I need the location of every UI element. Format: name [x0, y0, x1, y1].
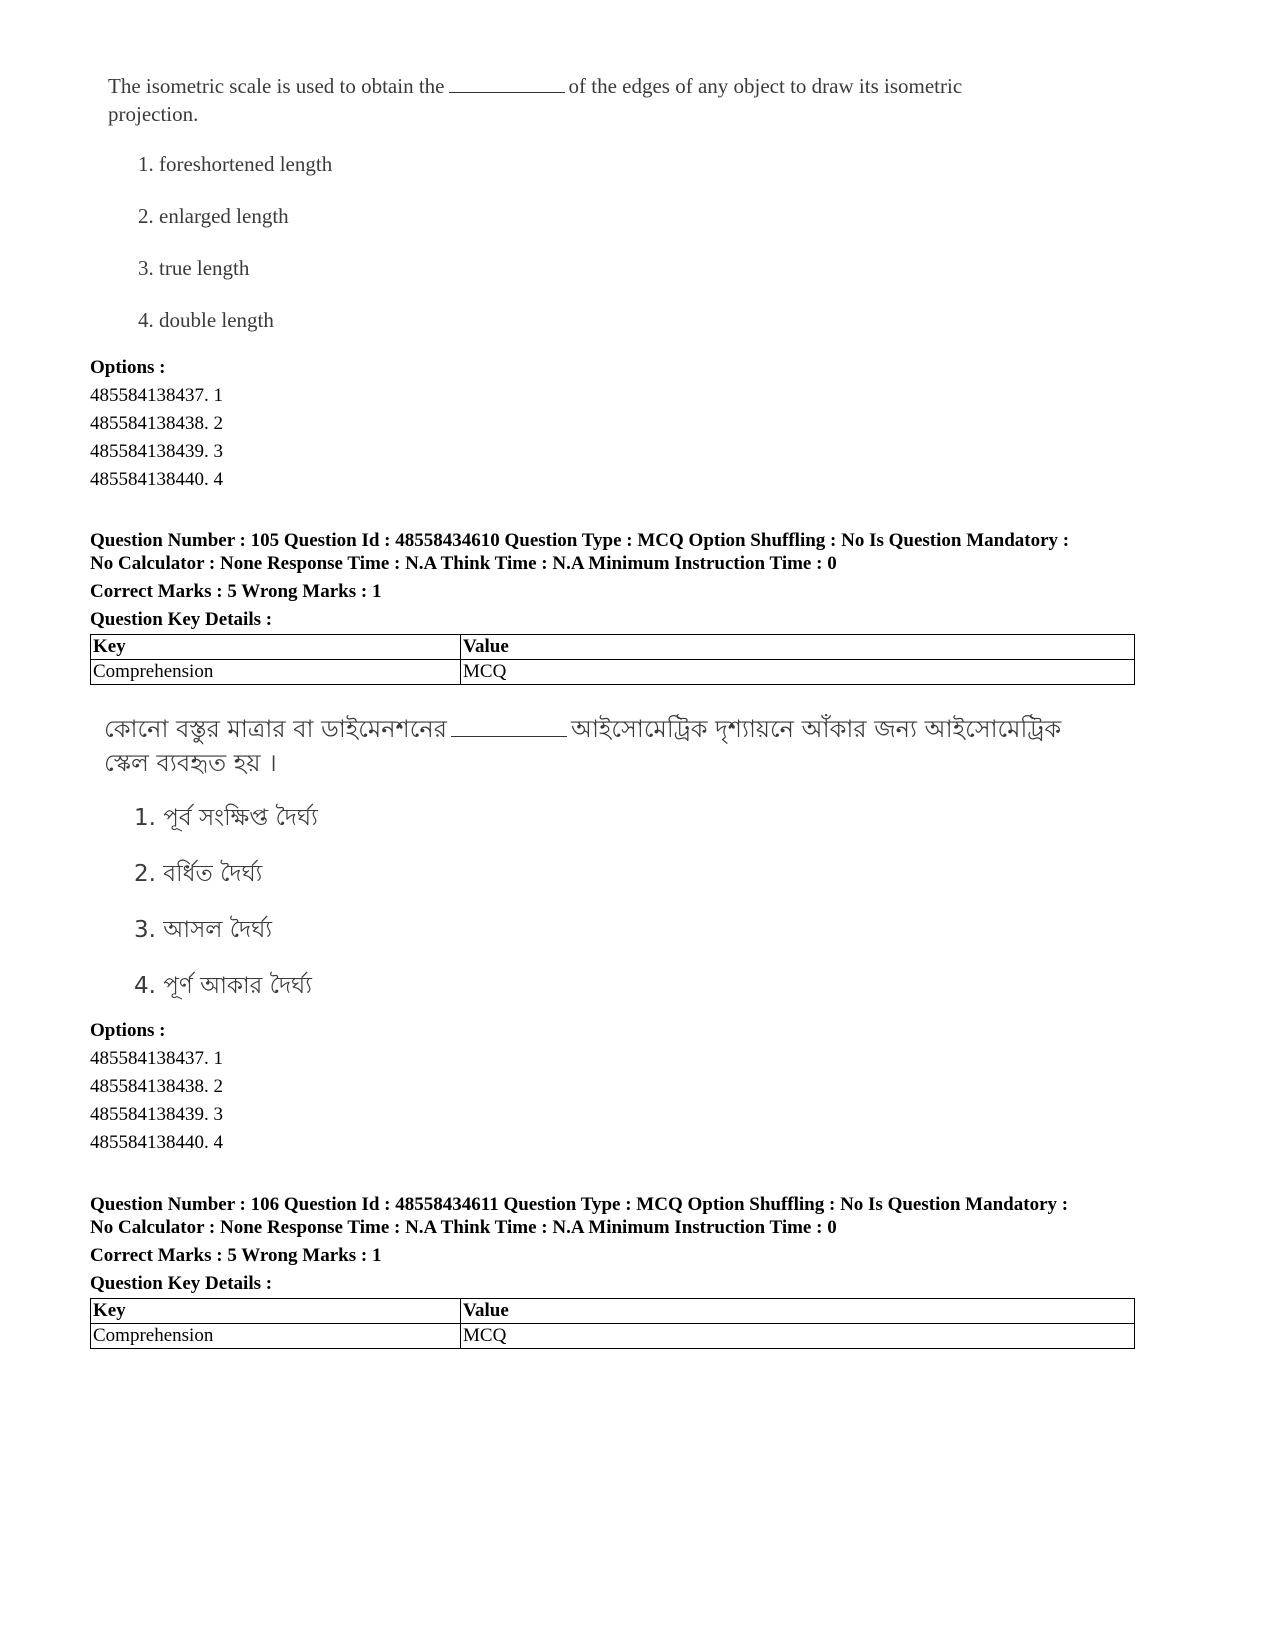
key-details-label: Question Key Details :	[90, 609, 273, 630]
question-meta-line2: No Calculator : None Response Time : N.A Think Time : N.A Minimum Instruction Time : 0	[90, 1217, 837, 1238]
question-104-image	[108, 72, 1108, 358]
option-line: 485584138439. 3	[90, 1104, 223, 1125]
table-cell-key: Comprehension	[91, 660, 461, 685]
question-text-prefix: The isometric scale is used to obtain the	[108, 74, 445, 98]
option-line: 485584138440. 4	[90, 1132, 223, 1153]
question-104-options	[90, 354, 1185, 494]
table-header-key: Key	[91, 1299, 461, 1324]
table-row	[91, 660, 1135, 685]
table-header-row	[91, 635, 1135, 660]
table-row	[91, 1324, 1135, 1349]
question-meta-line2: No Calculator : None Response Time : N.A Think Time : N.A Minimum Instruction Time : 0	[90, 553, 837, 574]
table-header-value: Value	[461, 1299, 1135, 1324]
option-line: 485584138437. 1	[90, 1048, 223, 1069]
question-106-meta	[90, 1193, 1185, 1349]
question-105-choices	[104, 802, 1114, 1026]
fill-blank	[451, 718, 567, 737]
key-details-table	[90, 1298, 1135, 1349]
key-details-table	[90, 634, 1135, 685]
options-label: Options :	[90, 357, 166, 378]
key-details-label: Question Key Details :	[90, 1273, 273, 1294]
choice-item: 1. পূর্ব সংক্ষিপ্ত দৈর্ঘ্য	[134, 805, 318, 831]
choice-item: 2. enlarged length	[138, 204, 289, 228]
question-meta-line1: Question Number : 105 Question Id : 48558434610 Question Type : MCQ Option Shuffling : No Is Question Mandatory :	[90, 530, 1070, 551]
choice-item: 3. আসল দৈর্ঘ্য	[134, 917, 272, 943]
question-104-choices	[108, 150, 1108, 358]
option-line: 485584138437. 1	[90, 385, 223, 406]
choice-item: 2. বর্ধিত দৈর্ঘ্য	[134, 861, 263, 887]
question-text-line2: projection.	[108, 102, 199, 126]
question-105-options	[90, 1017, 1185, 1157]
option-line: 485584138438. 2	[90, 1076, 223, 1097]
table-header-key: Key	[91, 635, 461, 660]
choice-item: 4. double length	[138, 308, 274, 332]
fill-blank	[449, 74, 565, 93]
question-104-text	[108, 72, 1108, 128]
choice-item: 4. পূর্ণ আকার দৈর্ঘ্য	[134, 973, 312, 999]
question-text-line2: স্কেল ব্যবহৃত হয় ।	[104, 749, 277, 777]
question-text-prefix: কোনো বস্তুর মাত্রার বা ডাইমেনশনের	[104, 715, 447, 743]
question-text-suffix: আইসোমেট্রিক দৃশ্যায়নে আঁকার জন্য আইসোমেট্রিক	[570, 715, 1062, 743]
question-105-meta	[90, 529, 1185, 685]
marks-line: Correct Marks : 5 Wrong Marks : 1	[90, 1245, 382, 1266]
table-cell-key: Comprehension	[91, 1324, 461, 1349]
marks-line: Correct Marks : 5 Wrong Marks : 1	[90, 581, 382, 602]
question-meta-line1: Question Number : 106 Question Id : 48558434611 Question Type : MCQ Option Shuffling : No Is Question Mandatory :	[90, 1194, 1069, 1215]
question-105-text	[104, 712, 1114, 780]
option-line: 485584138439. 3	[90, 441, 223, 462]
choice-item: 3. true length	[138, 256, 250, 280]
table-header-row	[91, 1299, 1135, 1324]
question-text-suffix: of the edges of any object to draw its isometric	[568, 74, 963, 98]
options-label: Options :	[90, 1020, 166, 1041]
question-105-image	[104, 712, 1114, 1026]
table-cell-value: MCQ	[461, 1324, 1135, 1349]
option-line: 485584138440. 4	[90, 469, 223, 490]
option-line: 485584138438. 2	[90, 413, 223, 434]
table-cell-value: MCQ	[461, 660, 1135, 685]
choice-item: 1. foreshortened length	[138, 152, 333, 176]
table-header-value: Value	[461, 635, 1135, 660]
